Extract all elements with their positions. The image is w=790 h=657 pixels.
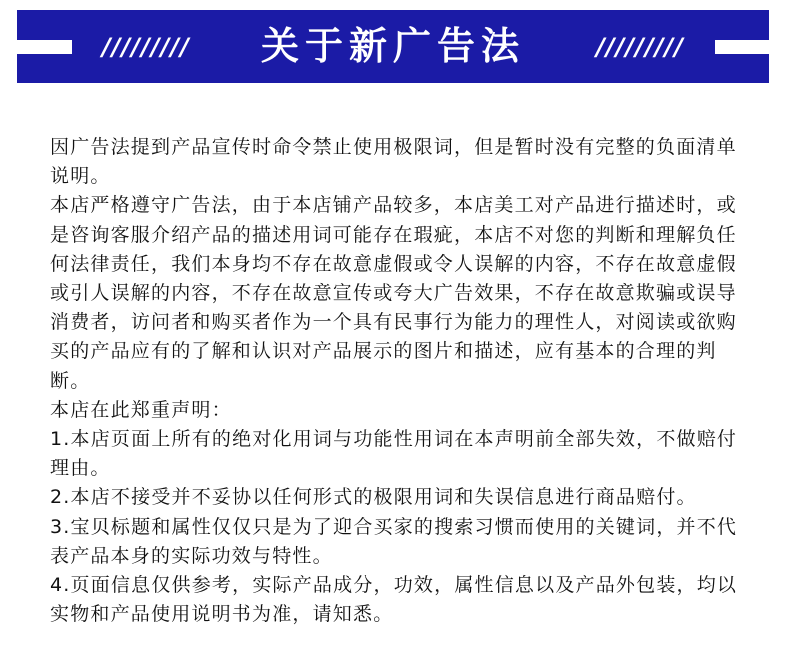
slash-decoration-right: ///////// — [596, 33, 684, 61]
intro-paragraph: 因广告法提到产品宣传时命令禁止使用极限词，但是暂时没有完整的负面清单说明。 — [50, 136, 737, 188]
declaration-item-1: 1.本店页面上所有的绝对化用词与功能性用词在本声明前全部失效，不做赔付理由。 — [50, 428, 738, 480]
compliance-paragraph: 本店严格遵守广告法，由于本店铺产品较多，本店美工对产品进行描述时，或是咨询客服介绍产品的描述用词可能存在瑕疵，本店不对您的判断和理解负任何法律责任，我们本身均不存在故意虚假或令人误解的内容，不存在故意虚假或引人误解的内容，不存在故意宣传或夸大广告效果，不存在故意欺骗或误导消费者，访问者和购买者作为一个具有民事行为能力的理性人，对阅读或欲购买的产品应有的了解和认识对产品展示的图片和描述，应有基本的合理的判断。 — [50, 194, 737, 392]
slash-decoration-left: ///////// — [102, 33, 190, 61]
declaration-item-2: 2.本店不接受并不妥协以任何形式的极限用词和失误信息进行商品赔付。 — [50, 486, 697, 509]
declaration-item-4: 4.页面信息仅供参考，实际产品成分，功效，属性信息以及产品外包装，均以实物和产品使用说明书为准，请知悉。 — [50, 574, 738, 626]
declaration-heading: 本店在此郑重声明： — [50, 398, 232, 421]
notice-body — [50, 133, 755, 629]
title-banner — [17, 10, 769, 83]
page-title: 关于新广告法 — [260, 24, 525, 68]
declaration-item-3: 3.宝贝标题和属性仅仅只是为了迎合买家的搜索习惯而使用的关键词，并不代表产品本身的实际功效与特性。 — [50, 515, 738, 567]
